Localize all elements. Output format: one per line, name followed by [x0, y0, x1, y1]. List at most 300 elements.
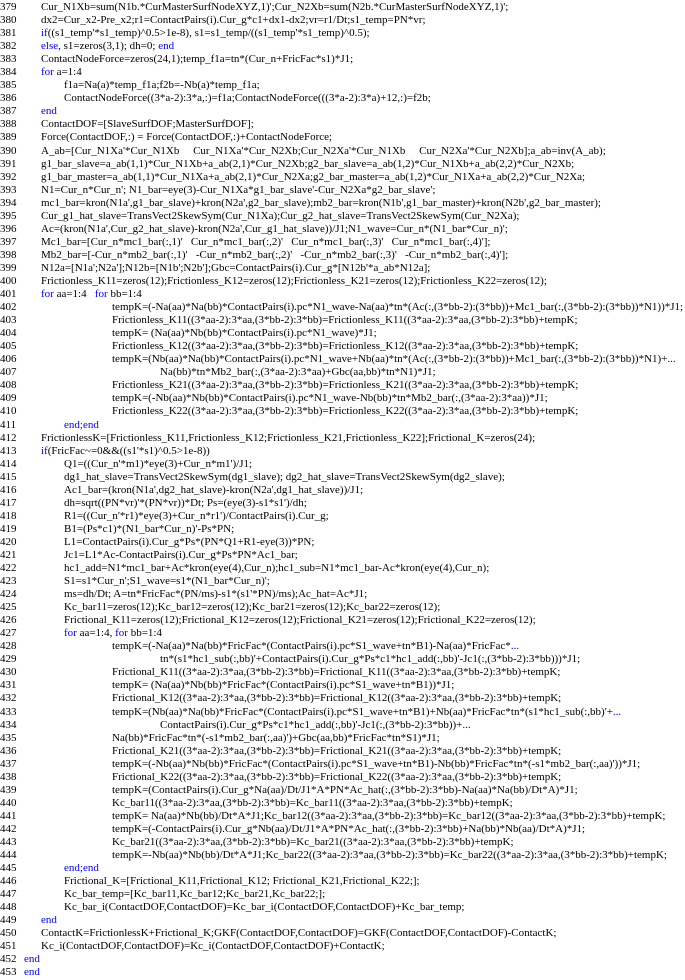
code-line [0, 223, 685, 236]
code-fragment: R1=((Cur_n'*r1)*eye(3)+Cur_n*r1')/ContactPairs(i).Cur_g; [64, 509, 329, 522]
code-line [0, 562, 685, 575]
code-text [112, 640, 519, 653]
code-fragment: A_ab=[Cur_N1Xa'*Cur_N1Xb Cur_N1Xa'*Cur_N2Xb;Cur_N2Xa'*Cur_N1Xb Cur_N2Xa'*Cur_N2Xb];a_ab=inv(A_ab); [41, 144, 606, 157]
code-line [0, 901, 685, 914]
code-line [0, 340, 685, 353]
code-fragment: Frictional_K11((3*aa-2):3*aa,(3*bb-2):3*bb)=Frictional_K11((3*aa-2):3*aa,(3*bb-2):3*bb)+tempK; [112, 666, 561, 679]
code-line [0, 445, 685, 458]
code-line [0, 327, 685, 340]
code-text [41, 145, 606, 158]
code-line [0, 353, 685, 366]
code-fragment: Frictional_K22((3*aa-2):3*aa,(3*bb-2):3*bb)=Frictional_K22((3*aa-2):3*aa,(3*bb-2):3*bb)+tempK; [112, 770, 562, 783]
line-number: 394 [0, 196, 17, 209]
code-line [0, 810, 685, 823]
code-text [112, 758, 640, 771]
code-fragment: hc1_add=N1*mc1_bar+Ac*kron(eye(4),Cur_n);hc1_sub=N1*mc1_bar-Ac*kron(eye(4),Cur_n); [64, 562, 490, 575]
code-fragment: Na(bb)*tn*Mb2_bar(:,(3*aa-2):3*aa)+Gbc(aa,bb)*tn*N1)*J1; [160, 366, 436, 379]
code-fragment: L1=ContactPairs(i).Cur_g*Ps*(PN*Q1+R1-eye(3))*PN; [64, 535, 315, 548]
code-line [0, 692, 685, 705]
line-number: 408 [0, 379, 17, 392]
code-text [64, 497, 307, 510]
keyword: for [94, 288, 108, 301]
line-number: 449 [0, 914, 17, 927]
code-fragment: tempK=(-ContactPairs(i).Cur_g*Nb(aa)/Dt/J1*A*PN*Ac_hat(:,(3*bb-2):3*bb)+Na(bb)*Nb(aa)/Dt*A)*J1; [112, 822, 586, 835]
line-number: 398 [0, 248, 17, 261]
code-text [112, 353, 676, 366]
line-number: 400 [0, 274, 17, 287]
code-fragment: ContactNodeForce((3*a-2):3*a,:)=f1a;ContactNodeForce(((3*a-2):3*a)+12,:)=f2b; [64, 92, 431, 105]
code-text [41, 445, 210, 458]
code-text [112, 745, 561, 758]
code-fragment: Na(bb)*FricFac*tn*(-s1*mb2_bar(:,aa)')+Gbc(aa,bb)*FricFac*tn*S1)*J1; [112, 731, 440, 744]
code-text [41, 40, 174, 53]
code-text [41, 927, 556, 940]
code-line [0, 171, 685, 184]
code-line [0, 758, 685, 771]
code-line [0, 745, 685, 758]
code-fragment: g1_bar_master=a_ab(1,1)*Cur_N1Xa+a_ab(2,1)*Cur_N2Xa;g2_bar_master=a_ab(1,2)*Cur_N1Xa+a_ab(2,2)*Cur_N2Xa; [41, 170, 586, 183]
code-line [0, 184, 685, 197]
line-number: 402 [0, 301, 17, 314]
code-text [41, 288, 142, 301]
keyword: end [158, 40, 175, 53]
line-number: 406 [0, 353, 17, 366]
keyword: for [115, 627, 128, 640]
code-fragment: N12a=[N1a';N2a'];N12b=[N1b';N2b'];Gbc=ContactPairs(i).Cur_g*[N12b'*a_ab*N12a]; [41, 261, 431, 274]
code-fragment: , s1=zeros(3,1); dh=0; [58, 40, 159, 53]
line-number: 386 [0, 92, 17, 105]
code-text [41, 118, 254, 131]
line-number: 399 [0, 261, 17, 274]
code-fragment: Ac=(kron(N1a',Cur_g2_hat_slave)-kron(N2a',Cur_g1_hat_slave))/J1;N1_wave=Cur_n*(N1_bar*Cur_n)'; [41, 222, 508, 235]
line-number: 383 [0, 53, 17, 66]
line-number: 418 [0, 509, 17, 522]
line-number: 424 [0, 588, 17, 601]
line-number: 392 [0, 170, 17, 183]
code-line [0, 497, 685, 510]
code-fragment: a=1:4 [53, 66, 82, 79]
line-number: 405 [0, 340, 17, 353]
code-text [41, 223, 508, 236]
line-number: 389 [0, 131, 17, 144]
code-text [64, 588, 367, 601]
line-number: 452 [0, 953, 17, 966]
line-number: 450 [0, 927, 17, 940]
code-fragment: S1=s1*Cur_n';S1_wave=s1*(N1_bar*Cur_n)'; [64, 575, 270, 588]
code-fragment: N1=Cur_n*Cur_n'; N1_bar=eye(3)-Cur_N1Xa*g1_bar_slave'-Cur_N2Xa*g2_bar_slave'; [41, 183, 436, 196]
code-text [64, 458, 252, 471]
line-number: 419 [0, 522, 17, 535]
code-line [0, 732, 685, 745]
code-line [0, 914, 685, 927]
code-line [0, 301, 685, 314]
code-text [41, 275, 547, 288]
code-text [41, 236, 490, 249]
code-text [41, 914, 57, 927]
code-fragment: B1=(Ps*c1)*(N1_bar*Cur_n)'-Ps*PN; [64, 522, 235, 535]
code-line [0, 510, 685, 523]
code-fragment: Force(ContactDOF,:) = Force(ContactDOF,:)+ContactNodeForce; [41, 131, 333, 144]
code-fragment: Cur_g1_hat_slave=TransVect2SkewSym(Cur_N1Xa);Cur_g2_hat_slave=TransVect2SkewSym(Cur_N2Xa); [41, 209, 520, 222]
line-number: 437 [0, 757, 17, 770]
code-fragment: FrictionlessK=[Frictionless_K11,Frictionless_K12;Frictionless_K21,Frictionless_K22];Frictional_K=zeros(24); [41, 431, 536, 444]
line-number: 413 [0, 444, 17, 457]
code-text [64, 614, 536, 627]
code-line [0, 888, 685, 901]
line-number: 429 [0, 653, 17, 666]
code-text [64, 601, 440, 614]
code-text [112, 405, 578, 418]
line-number: 390 [0, 144, 17, 157]
code-text [64, 862, 99, 875]
line-number: 421 [0, 548, 17, 561]
line-number: 385 [0, 79, 17, 92]
code-fragment: tempK=(-Na(aa)*Na(bb)*FricFac*(ContactPairs(i).pc*S1_wave+tn*B1)-Na(aa)*FricFac* [112, 640, 511, 653]
line-number: 407 [0, 366, 17, 379]
code-text [112, 732, 440, 745]
line-number: 388 [0, 118, 17, 131]
code-fragment: tempK=(Nb(aa)*Na(bb)*ContactPairs(i).pc*N1_wave+Nb(aa)*tn*(Ac(:,(3*bb-2):(3*bb))+Mc1_bar(:,(3*bb-2):(3*bb))*N1)+ [112, 353, 668, 366]
code-text [64, 419, 99, 432]
code-line [0, 66, 685, 79]
code-text [64, 536, 314, 549]
code-text [41, 105, 57, 118]
code-fragment: bb=1:4 [127, 627, 162, 640]
code-fragment: Kc_bar_temp=[Kc_bar11,Kc_bar12;Kc_bar21,Kc_bar22;]; [64, 888, 326, 901]
line-number: 443 [0, 836, 17, 848]
code-line [0, 392, 685, 405]
keyword: ... [510, 640, 520, 653]
line-number: 379 [0, 1, 17, 13]
code-line [0, 588, 685, 601]
code-line [0, 1, 685, 14]
code-text [112, 797, 513, 810]
code-fragment: (FricFac~=0&&((s1'*s1)^0.5>1e-8)) [47, 444, 210, 457]
code-listing [0, 1, 685, 980]
code-line [0, 627, 685, 640]
code-line [0, 849, 685, 862]
line-number: 393 [0, 183, 17, 196]
keyword: end [24, 966, 40, 979]
code-line [0, 823, 685, 836]
code-fragment: Frictionless_K21((3*aa-2):3*aa,(3*bb-2):3*bb)=Frictionless_K21((3*aa-2):3*aa,(3*bb-2):3*bb)+tempK; [112, 379, 579, 392]
code-line [0, 797, 685, 810]
keyword: for [64, 627, 77, 640]
code-fragment: tempK= (Na(aa)*Nb(bb)*FricFac*(ContactPairs(i).pc*S1_wave+tn*B1))*J1; [112, 679, 455, 692]
code-fragment: ((s1_temp'*s1_temp)^0.5>1e-8), s1=s1_temp/((s1_temp'*s1_temp)^0.5); [47, 27, 370, 40]
code-text [41, 262, 430, 275]
code-line [0, 536, 685, 549]
code-text [112, 301, 683, 314]
code-text [41, 210, 519, 223]
keyword: end [41, 105, 57, 118]
code-fragment: Kc_bar11((3*aa-2):3*aa,(3*bb-2):3*bb)=Kc_bar11((3*aa-2):3*aa,(3*bb-2):3*bb)+tempK; [112, 796, 513, 809]
line-number: 439 [0, 783, 17, 796]
code-line [0, 549, 685, 562]
code-fragment: Mb2_bar=[-Cur_n*mb2_bar(:,1)' -Cur_n*mb2_bar(:,2)' -Cur_n*mb2_bar(:,3)' -Cur_n*mb2_bar(:,4)']; [41, 248, 509, 261]
code-line [0, 771, 685, 784]
code-fragment: Frictional_K12((3*aa-2):3*aa,(3*bb-2):3*bb)=Frictional_K12((3*aa-2):3*aa,(3*bb-2):3*bb)+tempK; [112, 692, 562, 705]
code-line [0, 131, 685, 144]
line-number: 445 [0, 862, 17, 875]
code-text [112, 340, 578, 353]
code-fragment: tempK=(-Nb(aa)*Nb(bb)*FricFac*(ContactPairs(i).pc*S1_wave+tn*B1)-Nb(bb)*FricFac*tn*(-s1*mb2_bar(:,aa)'))*J1; [112, 757, 641, 770]
code-line [0, 719, 685, 732]
code-fragment: dx2=Cur_x2-Pre_x2;r1=ContactPairs(i).Cur_g*c1+dx1-dx2;vr=r1/Dt;s1_temp=PN*vr; [41, 14, 426, 27]
line-number: 425 [0, 601, 17, 614]
line-number: 426 [0, 614, 17, 627]
keyword: end [24, 953, 40, 966]
line-number: 442 [0, 822, 17, 835]
line-number: 412 [0, 431, 17, 444]
code-line [0, 927, 685, 940]
keyword: for [41, 288, 54, 301]
code-line [0, 484, 685, 497]
code-fragment: Kc_bar21((3*aa-2):3*aa,(3*bb-2):3*bb)=Kc_bar21((3*aa-2):3*aa,(3*bb-2):3*bb)+tempK; [112, 836, 514, 848]
code-text [112, 666, 560, 679]
line-number: 417 [0, 496, 17, 509]
line-number: 446 [0, 875, 17, 888]
keyword: for [41, 66, 54, 79]
line-number: 404 [0, 327, 17, 340]
code-text [64, 523, 234, 536]
line-number: 428 [0, 640, 17, 653]
keyword: end [41, 914, 57, 927]
code-fragment: tempK=(ContactPairs(i).Cur_g*Na(aa)/Dt/J1*A*PN*Ac_hat(:,(3*bb-2):3*bb)-Na(aa)*Na(bb)/Dt*A)*J1; [112, 783, 578, 796]
code-fragment: bb=1:4 [107, 288, 142, 301]
code-fragment: Jc1=L1*Ac-ContactPairs(i).Cur_g*Ps*PN*Ac1_bar; [64, 548, 298, 561]
keyword: ... [667, 353, 676, 366]
code-text [41, 14, 426, 27]
code-fragment: tempK=(-Na(aa)*Na(bb)*ContactPairs(i).pc*N1_wave-Na(aa)*tn*(Ac(:,(3*bb-2):(3*bb))+Mc1_bar(:,(3*bb-2):(3*bb))*N1))*J1; [112, 301, 684, 314]
line-number: 434 [0, 718, 17, 731]
code-fragment: ContactDOF=[SlaveSurfDOF;MasterSurfDOF]; [41, 118, 254, 131]
code-fragment: Kc_bar11=zeros(12);Kc_bar12=zeros(12);Kc_bar21=zeros(12);Kc_bar22=zeros(12); [64, 601, 441, 614]
code-line [0, 27, 685, 40]
code-fragment: Frictionless_K22((3*aa-2):3*aa,(3*bb-2):3*bb)=Frictionless_K22((3*aa-2):3*aa,(3*bb-2):3*bb)+tempK; [112, 405, 579, 418]
line-number: 395 [0, 209, 17, 222]
code-line [0, 92, 685, 105]
code-fragment: tn*(s1*hc1_sub(:,bb)'+ContactPairs(i).Cur_g*Ps*c1*hc1_add(:,bb)'-Jc1(:,(3*bb-2):3*bb)))*J1; [160, 653, 581, 666]
line-number: 423 [0, 575, 17, 588]
keyword: ... [612, 705, 622, 718]
code-text [112, 327, 377, 340]
code-line [0, 236, 685, 249]
code-text [112, 849, 667, 862]
code-fragment: f1a=Na(a)*temp_f1a;f2b=-Nb(a)*temp_f1a; [64, 79, 260, 92]
code-text [64, 562, 489, 575]
code-text [112, 392, 548, 405]
code-text [41, 249, 508, 262]
line-number: 430 [0, 666, 17, 679]
line-number: 403 [0, 314, 17, 327]
code-line [0, 432, 685, 445]
code-line [0, 118, 685, 131]
code-line [0, 379, 685, 392]
code-line [0, 40, 685, 53]
code-text [64, 92, 431, 105]
code-line [0, 471, 685, 484]
code-text [160, 653, 580, 666]
code-fragment: tempK= Na(aa)*Nb(bb)/Dt*A*J1;Kc_bar12((3*aa-2):3*aa,(3*bb-2):3*bb)=Kc_bar12((3*aa-2):3*aa,(3*bb-2):3*bb)+tempK; [112, 809, 666, 822]
line-number: 427 [0, 627, 17, 640]
code-text [41, 171, 585, 184]
code-fragment: Frictional_K=[Frictional_K11,Frictional_K12; Frictional_K21,Frictional_K22;]; [64, 875, 420, 888]
line-number: 415 [0, 470, 17, 483]
code-line [0, 262, 685, 275]
line-number: 401 [0, 288, 17, 301]
keyword: end;end [64, 418, 99, 431]
code-text [64, 549, 298, 562]
code-text [41, 53, 353, 66]
code-text [64, 79, 260, 92]
code-fragment: g1_bar_slave=a_ab(1,1)*Cur_N1Xb+a_ab(2,1)*Cur_N2Xb;g2_bar_slave=a_ab(1,2)*Cur_N1Xb+a_ab(2,2)*Cur_N2Xb; [41, 157, 575, 170]
code-fragment: aa=1:4, [76, 627, 116, 640]
code-fragment: ContactNodeForce=zeros(24,1);temp_f1a=tn*(Cur_n+FricFac*s1)*J1; [41, 53, 354, 66]
code-text [112, 679, 454, 692]
code-fragment: Q1=((Cur_n'*m1)*eye(3)+Cur_n*m1')/J1; [64, 457, 253, 470]
line-number: 396 [0, 222, 17, 235]
code-text [41, 1, 508, 14]
line-number: 382 [0, 40, 17, 53]
code-line [0, 105, 685, 118]
code-text [41, 940, 385, 953]
code-fragment: Ac1_bar=(kron(N1a',dg2_hat_slave)-kron(N2a',dg1_hat_slave))/J1; [64, 483, 364, 496]
code-line [0, 679, 685, 692]
line-number: 447 [0, 888, 17, 901]
line-number: 438 [0, 770, 17, 783]
line-number: 391 [0, 157, 17, 170]
code-line [0, 158, 685, 171]
keyword: else [41, 40, 59, 53]
code-line [0, 601, 685, 614]
line-number: 411 [0, 418, 17, 431]
code-text [64, 471, 505, 484]
code-fragment: tempK= (Na(aa)*Nb(bb)*ContactPairs(i).pc*N1_wave)*J1; [112, 327, 377, 340]
code-fragment: dh=sqrt((PN*vr)'*(PN*vr))*Dt; Ps=(eye(3)-s1*s1')/dh; [64, 496, 307, 509]
code-line [0, 940, 685, 953]
line-number: 440 [0, 796, 17, 809]
code-line [0, 614, 685, 627]
code-line [0, 275, 685, 288]
keyword: if [41, 444, 48, 457]
code-fragment: tempK=(-Nb(aa)*Nb(bb)*ContactPairs(i).pc*N1_wave-Nb(bb)*tn*Mb2_bar(:,(3*aa-2):3*aa))*J1; [112, 392, 548, 405]
code-line [0, 314, 685, 327]
code-fragment: mc1_bar=kron(N1a',g1_bar_slave)+kron(N2a',g2_bar_slave);mb2_bar=kron(N1b',g1_bar_master)+kron(N2b',g2_bar_master); [41, 196, 601, 209]
code-line [0, 288, 685, 301]
code-line [0, 575, 685, 588]
code-text [112, 314, 578, 327]
line-number: 453 [0, 966, 17, 979]
code-text [41, 158, 574, 171]
code-text [112, 771, 561, 784]
code-text [112, 823, 585, 836]
line-number: 451 [0, 940, 17, 953]
line-number: 422 [0, 562, 17, 575]
code-fragment: Frictionless_K11((3*aa-2):3*aa,(3*bb-2):3*bb)=Frictionless_K11((3*aa-2):3*aa,(3*bb-2):3*bb)+tempK; [112, 314, 578, 327]
code-text [112, 379, 578, 392]
code-text [41, 66, 82, 79]
code-line [0, 523, 685, 536]
line-number: 381 [0, 27, 17, 40]
code-text [64, 875, 420, 888]
code-fragment: Cur_N1Xb=sum(N1b.*CurMasterSurfNodeXYZ,1)';Cur_N2Xb=sum(N2b.*CurMasterSurfNodeXYZ,1)'; [41, 1, 509, 13]
keyword: ... [462, 718, 471, 731]
line-number: 432 [0, 692, 17, 705]
code-line [0, 953, 685, 966]
code-text [41, 432, 535, 445]
code-text [64, 888, 325, 901]
code-line [0, 145, 685, 158]
line-number: 414 [0, 457, 17, 470]
line-number: 387 [0, 105, 17, 118]
code-fragment: ms=dh/Dt; A=tn*FricFac*(PN/ms)-s1*(s1'*PN)/ms);Ac_hat=Ac*J1; [64, 588, 368, 601]
code-line [0, 875, 685, 888]
line-number: 380 [0, 14, 17, 27]
code-line [0, 419, 685, 432]
line-number: 384 [0, 66, 17, 79]
code-text [160, 719, 471, 732]
line-number: 435 [0, 731, 17, 744]
line-number: 431 [0, 679, 17, 692]
keyword: if [41, 27, 48, 40]
code-text [112, 836, 514, 849]
code-fragment: aa=1:4 [53, 288, 95, 301]
code-line [0, 836, 685, 849]
code-fragment: tempK=(Nb(aa)*Na(bb)*FricFac*(ContactPairs(i).pc*S1_wave+tn*B1)+Nb(aa)*FricFac*tn*(s1*hc1_sub(:,bb)'+ [112, 705, 613, 718]
code-text [112, 706, 621, 719]
code-line [0, 249, 685, 262]
code-fragment: Frictional_K21((3*aa-2):3*aa,(3*bb-2):3*bb)=Frictional_K21((3*aa-2):3*aa,(3*bb-2):3*bb)+tempK; [112, 744, 562, 757]
line-number: 410 [0, 405, 17, 418]
code-line [0, 862, 685, 875]
code-line [0, 197, 685, 210]
code-fragment: tempK=-Nb(aa)*Nb(bb)/Dt*A*J1;Kc_bar22((3*aa-2):3*aa,(3*bb-2):3*bb)=Kc_bar22((3*aa-2):3*aa,(3*bb-2):3*bb)+tempK; [112, 849, 667, 862]
code-text [64, 575, 270, 588]
code-text [41, 131, 332, 144]
code-text [24, 953, 40, 966]
code-text [41, 27, 370, 40]
code-line [0, 210, 685, 223]
code-line [0, 666, 685, 679]
code-text [64, 484, 363, 497]
code-line [0, 784, 685, 797]
code-line [0, 458, 685, 471]
code-line [0, 706, 685, 719]
code-fragment: ContactPairs(i).Cur_g*Ps*c1*hc1_add(:,bb)'-Jc1(:,(3*bb-2):3*bb))+ [160, 718, 463, 731]
code-text [64, 510, 329, 523]
code-text [64, 627, 162, 640]
code-fragment: Frictional_K11=zeros(12);Frictional_K12=zeros(12);Frictional_K21=zeros(12);Frictional_K22=zeros(12); [64, 614, 536, 627]
code-line [0, 405, 685, 418]
code-fragment: dg1_hat_slave=TransVect2SkewSym(dg1_slave); dg2_hat_slave=TransVect2SkewSym(dg2_slave); [64, 470, 505, 483]
code-text [112, 784, 578, 797]
code-fragment: Frictionless_K11=zeros(12);Frictionless_K12=zeros(12);Frictionless_K21=zeros(12);Frictionless_K22=zeros(12); [41, 274, 547, 287]
line-number: 444 [0, 849, 17, 862]
code-fragment: Kc_i(ContactDOF,ContactDOF)=Kc_i(ContactDOF,ContactDOF)+ContactK; [41, 940, 385, 953]
code-text [64, 901, 464, 914]
line-number: 397 [0, 235, 17, 248]
code-line [0, 53, 685, 66]
line-number: 436 [0, 744, 17, 757]
line-number: 416 [0, 483, 17, 496]
code-text [112, 810, 665, 823]
code-text [160, 366, 436, 379]
code-text [41, 184, 435, 197]
code-fragment: Kc_bar_i(ContactDOF,ContactDOF)=Kc_bar_i(ContactDOF,ContactDOF)+Kc_bar_temp; [64, 901, 465, 914]
code-text [41, 197, 601, 210]
keyword: end;end [64, 862, 99, 875]
